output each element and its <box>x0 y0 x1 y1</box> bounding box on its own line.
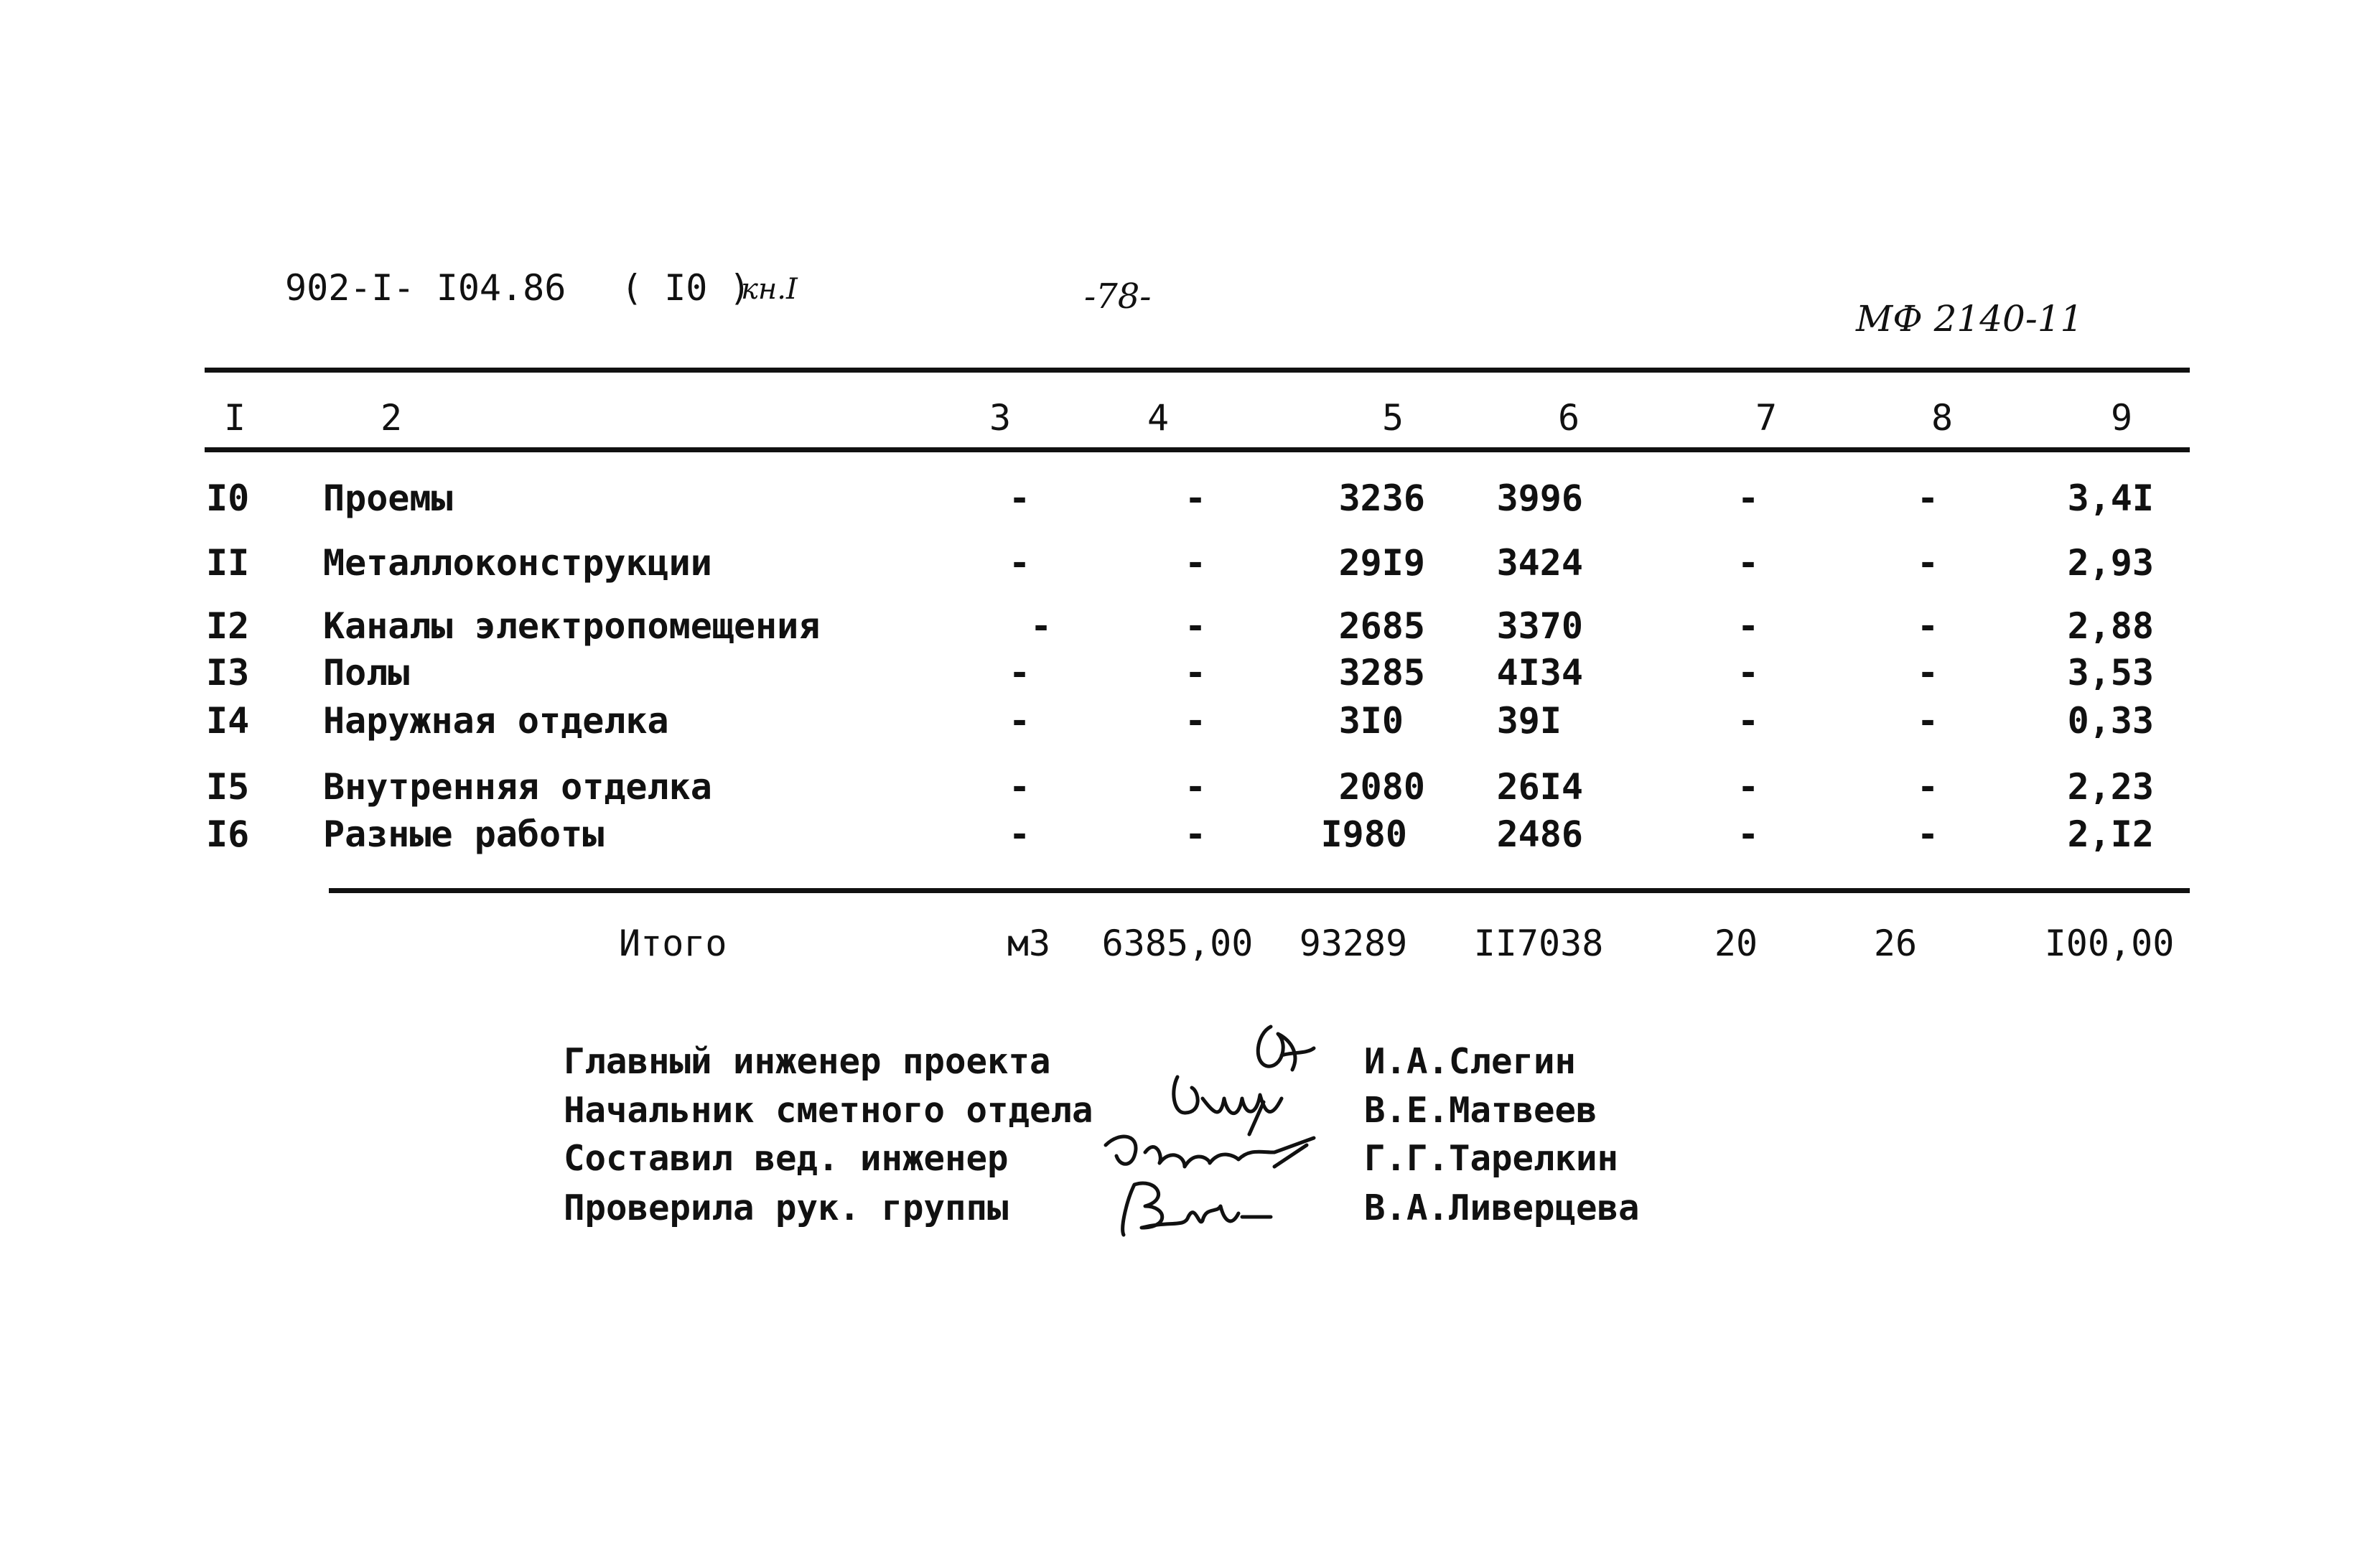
cell-col4: - <box>1184 700 1207 742</box>
total-label: Итого <box>619 923 727 964</box>
cell-col8: - <box>1916 542 1939 584</box>
cell-col9: 2,88 <box>2067 605 2154 647</box>
column-number: I <box>223 397 246 439</box>
signature-name: Г.Г.Тарелкин <box>1364 1138 1619 1179</box>
top-rule <box>205 368 2190 373</box>
cell-col3: - <box>1030 605 1053 647</box>
column-number: 4 <box>1147 397 1170 439</box>
column-number: 6 <box>1557 397 1580 439</box>
total-rule <box>329 888 2190 893</box>
signature-scribble <box>1106 1137 1314 1167</box>
total-col4: 6385,00 <box>1101 923 1254 964</box>
cell-col3: - <box>1008 813 1031 855</box>
signature-name: В.Е.Матвеев <box>1364 1090 1597 1131</box>
cell-col4: - <box>1184 652 1207 694</box>
row-name: Внутренняя отделка <box>323 766 712 808</box>
total-col5: 93289 <box>1299 923 1408 964</box>
cell-col8: - <box>1916 700 1939 742</box>
cell-col4: - <box>1184 813 1207 855</box>
cell-col5: 3236 <box>1338 477 1425 519</box>
cell-col8: - <box>1916 813 1939 855</box>
cell-col6: 2486 <box>1496 813 1583 855</box>
row-name: Проемы <box>323 477 453 519</box>
cell-col9: 3,53 <box>2067 652 2154 694</box>
cell-col6: 3370 <box>1496 605 1583 647</box>
column-number: 8 <box>1931 397 1954 439</box>
cell-col3: - <box>1008 766 1031 808</box>
signature-name: И.А.Слегин <box>1364 1041 1577 1082</box>
cell-col8: - <box>1916 605 1939 647</box>
row-name: Разные работы <box>323 813 605 855</box>
handwritten-signatures <box>1077 1012 1378 1249</box>
volume-number: ( I0 ) <box>621 267 751 309</box>
row-number: I0 <box>206 477 250 519</box>
cell-col5: 2685 <box>1338 605 1425 647</box>
volume-note: кн.I <box>741 273 798 306</box>
row-number: I2 <box>206 605 250 647</box>
signature-title: Составил вед. инженер <box>564 1138 1009 1179</box>
cell-col6: 39I <box>1496 700 1562 742</box>
row-number: I5 <box>206 766 250 808</box>
document-code: 902-I- I04.86 <box>285 267 566 309</box>
row-number: I3 <box>206 652 250 694</box>
column-number: 2 <box>380 397 403 439</box>
cell-col4: - <box>1184 542 1207 584</box>
total-col6: II7038 <box>1473 923 1604 964</box>
cell-col7: - <box>1737 477 1760 519</box>
row-number: I6 <box>206 813 250 855</box>
header-rule <box>205 447 2190 452</box>
cell-col7: - <box>1737 766 1760 808</box>
cell-col5: 2080 <box>1338 766 1425 808</box>
cell-col3: - <box>1008 477 1031 519</box>
row-name: Металлоконструкции <box>323 542 712 584</box>
cell-col5: 3I0 <box>1338 700 1404 742</box>
signature-name: В.А.Ливерцева <box>1364 1187 1640 1228</box>
cell-col7: - <box>1737 542 1760 584</box>
cell-col3: - <box>1008 700 1031 742</box>
row-number: II <box>206 542 250 584</box>
column-number: 9 <box>2110 397 2133 439</box>
cell-col9: 2,23 <box>2067 766 2154 808</box>
signature-title: Проверила рук. группы <box>564 1187 1009 1228</box>
total-col9: I00,00 <box>2044 923 2175 964</box>
handwritten-code: МФ 2140-11 <box>1856 298 2084 340</box>
signature-title: Начальник сметного отдела <box>564 1090 1093 1131</box>
cell-col9: 2,93 <box>2067 542 2154 584</box>
row-number: I4 <box>206 700 250 742</box>
cell-col4: - <box>1184 477 1207 519</box>
cell-col6: 3996 <box>1496 477 1583 519</box>
cell-col7: - <box>1737 652 1760 694</box>
total-unit: м3 <box>1007 923 1051 964</box>
signature-title: Главный инженер проекта <box>564 1041 1051 1082</box>
cell-col5: 29I9 <box>1338 542 1425 584</box>
cell-col6: 4I34 <box>1496 652 1583 694</box>
row-name: Наружная отделка <box>323 700 669 742</box>
row-name: Каналы электропомещения <box>323 605 821 647</box>
cell-col7: - <box>1737 813 1760 855</box>
cell-col4: - <box>1184 766 1207 808</box>
cell-col8: - <box>1916 477 1939 519</box>
cell-col9: 3,4I <box>2067 477 2154 519</box>
column-number: 5 <box>1381 397 1404 439</box>
cell-col9: 2,I2 <box>2067 813 2154 855</box>
cell-col4: - <box>1184 605 1207 647</box>
column-number: 3 <box>989 397 1012 439</box>
cell-col5: 3285 <box>1338 652 1425 694</box>
cell-col7: - <box>1737 605 1760 647</box>
cell-col3: - <box>1008 542 1031 584</box>
total-col7: 20 <box>1714 923 1758 964</box>
total-col8: 26 <box>1873 923 1918 964</box>
signature-scribble <box>1174 1077 1282 1134</box>
cell-col6: 3424 <box>1496 542 1583 584</box>
cell-col9: 0,33 <box>2067 700 2154 742</box>
cell-col8: - <box>1916 766 1939 808</box>
signature-scribble <box>1258 1027 1314 1070</box>
cell-col8: - <box>1916 652 1939 694</box>
column-number: 7 <box>1755 397 1778 439</box>
row-name: Полы <box>323 652 410 694</box>
cell-col6: 26I4 <box>1496 766 1583 808</box>
page-number: -78- <box>1084 276 1152 317</box>
cell-col5: I980 <box>1320 813 1407 855</box>
cell-col3: - <box>1008 652 1031 694</box>
signature-scribble <box>1123 1183 1271 1235</box>
cell-col7: - <box>1737 700 1760 742</box>
